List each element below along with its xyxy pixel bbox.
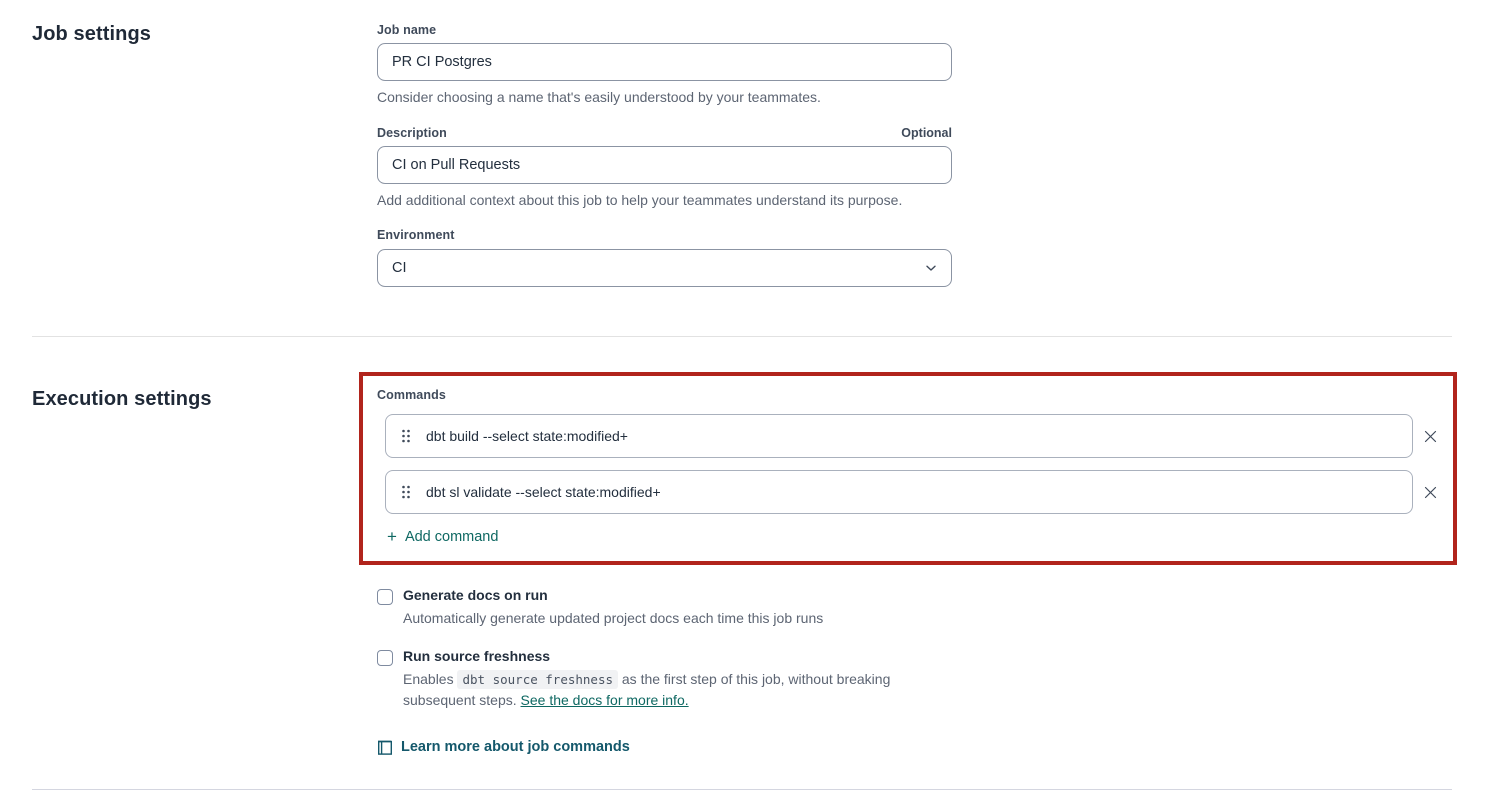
job-name-help: Consider choosing a name that's easily understood by your teammates.	[377, 89, 821, 105]
description-field	[377, 126, 952, 208]
job-settings-section	[0, 0, 1487, 287]
drag-handle-icon[interactable]	[386, 429, 426, 443]
description-input[interactable]	[377, 146, 952, 184]
job-name-input[interactable]	[377, 43, 952, 81]
add-command-button[interactable]	[387, 528, 498, 545]
command-input[interactable]	[426, 415, 1412, 457]
remove-command-button[interactable]	[1422, 421, 1439, 451]
command-input[interactable]	[426, 471, 1412, 513]
inline-code: dbt source freshness	[457, 670, 618, 689]
generate-docs-row	[377, 587, 1487, 628]
remove-command-button[interactable]	[1422, 477, 1439, 507]
description-help: Add additional context about this job to help your teammates understand its purpose.	[377, 192, 903, 208]
source-freshness-checkbox[interactable]	[377, 650, 393, 666]
description-optional-tag: Optional	[901, 126, 952, 140]
learn-more-link[interactable]	[377, 738, 630, 755]
add-command-label: Add command	[404, 528, 499, 545]
environment-label: Environment	[377, 228, 455, 242]
chevron-down-icon	[925, 264, 937, 272]
execution-settings-heading: Execution settings	[32, 388, 212, 410]
commands-highlight-box	[359, 372, 1457, 565]
plus-icon: +	[387, 527, 397, 546]
source-freshness-row	[377, 648, 1487, 710]
execution-settings-section	[0, 337, 1487, 760]
job-name-field	[377, 23, 952, 105]
job-settings-heading: Job settings	[32, 23, 151, 45]
environment-selected-value: CI	[392, 260, 407, 276]
job-name-label: Job name	[377, 23, 437, 37]
drag-handle-icon[interactable]	[386, 485, 426, 499]
learn-more-label: Learn more about job commands	[401, 738, 630, 755]
commands-label: Commands	[377, 388, 446, 402]
command-row	[385, 414, 1439, 458]
command-row	[385, 470, 1439, 514]
source-freshness-description: Enables dbt source freshness as the first step of this job, without breaking subsequent steps. See the docs for more info.	[403, 671, 891, 708]
bottom-divider	[32, 789, 1452, 790]
book-icon	[377, 738, 392, 755]
generate-docs-label: Generate docs on run	[403, 587, 548, 603]
see-docs-link[interactable]: See the docs for more info.	[520, 692, 689, 708]
description-label: Description	[377, 126, 447, 140]
environment-select[interactable]	[377, 249, 952, 287]
source-freshness-label: Run source freshness	[403, 648, 551, 664]
environment-field	[377, 228, 952, 287]
generate-docs-checkbox[interactable]	[377, 589, 393, 605]
generate-docs-description: Automatically generate updated project docs each time this job runs	[403, 610, 824, 626]
